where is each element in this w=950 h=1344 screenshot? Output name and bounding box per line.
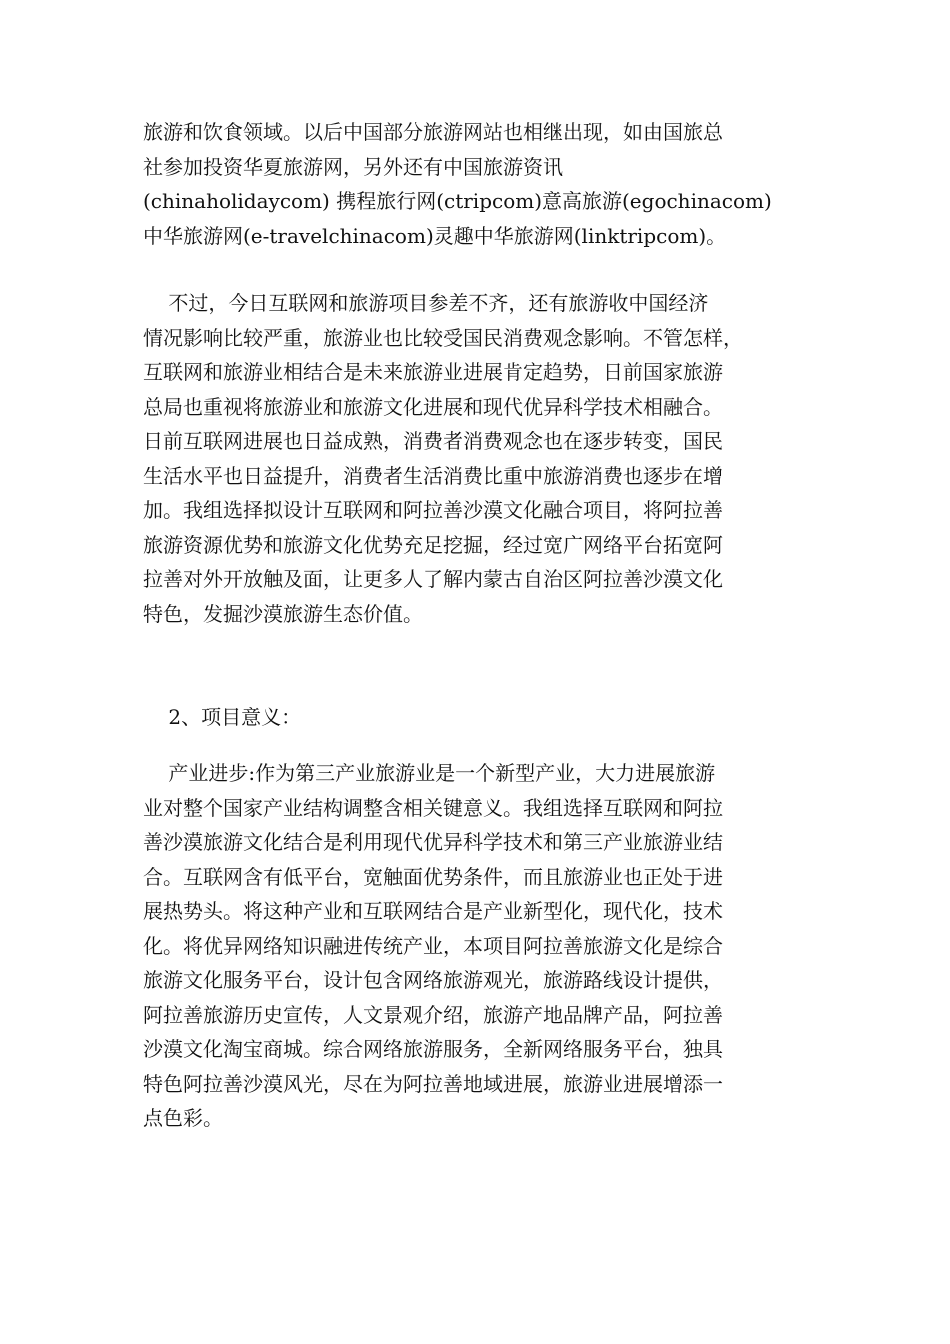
significance-paragraph [143,756,803,1136]
background-paragraph [143,286,803,631]
text-line: 加。我组选择拟设计互联网和阿拉善沙漠文化融合项目，将阿拉善 [143,498,723,522]
text-line: 展热势头。将这种产业和互联网结合是产业新型化，现代化，技术 [143,899,723,923]
text-line: 旅游资源优势和旅游文化优势充足挖掘，经过宽广网络平台拓宽阿 [143,532,723,557]
text-line: 社参加投资华夏旅游网，另外还有中国旅游资讯 [143,154,563,179]
text-line: 旅游和饮食领域。以后中国部分旅游网站也相继出现，如由国旅总 [143,120,723,144]
text-line: 拉善对外开放触及面，让更多人了解内蒙古自治区阿拉善沙漠文化 [143,567,723,591]
section-heading: 2、项目意义： [143,705,302,729]
text-line: 化。将优异网络知识融进传统产业，本项目阿拉善旅游文化是综合 [143,933,723,958]
section-heading-block [143,700,803,735]
text-line: 点色彩。 [143,1106,223,1130]
text-line: 合。互联网含有低平台，宽触面优势条件，而且旅游业也正处于进 [143,864,723,889]
text-line: 特色阿拉善沙漠风光，尽在为阿拉善地域进展，旅游业进展增添一 [143,1071,723,1096]
text-line: 互联网和旅游业相结合是未来旅游业进展肯定趋势，日前国家旅游 [143,360,723,384]
text-line: 特色，发掘沙漠旅游生态价值。 [143,601,423,626]
text-line: 业对整个国家产业结构调整含相关键意义。我组选择互联网和阿拉 [143,795,723,820]
text-line: 阿拉善旅游历史宣传，人文景观介绍，旅游产地品牌产品，阿拉善 [143,1002,723,1027]
text-line: (chinaholidaycom) 携程旅行网(ctripcom)意高旅游(egochinacom) [143,189,772,213]
text-line: 沙漠文化淘宝商城。综合网络旅游服务，全新网络服务平台，独具 [143,1037,723,1061]
text-line: 总局也重视将旅游业和旅游文化进展和现代优异科学技术相融合。 [143,394,723,419]
text-line: 善沙漠旅游文化结合是利用现代优异科学技术和第三产业旅游业结 [143,830,723,854]
intro-paragraph-continuation [143,115,803,253]
text-line: 旅游文化服务平台，设计包含网络旅游观光，旅游路线设计提供， [143,968,723,992]
text-line: 情况影响比较严重，旅游业也比较受国民消费观念影响。不管怎样， [143,325,743,350]
text-line: 不过，今日互联网和旅游项目参差不齐，还有旅游收中国经济 [143,291,709,315]
text-line: 产业进步:作为第三产业旅游业是一个新型产业，大力进展旅游 [143,761,716,785]
text-line: 中华旅游网(e-travelchinacom)灵趣中华旅游网(linktripcom)。 [143,223,727,248]
text-line: 生活水平也日益提升，消费者生活消费比重中旅游消费也逐步在增 [143,463,723,488]
text-line: 日前互联网进展也日益成熟，消费者消费观念也在逐步转变，国民 [143,429,723,453]
